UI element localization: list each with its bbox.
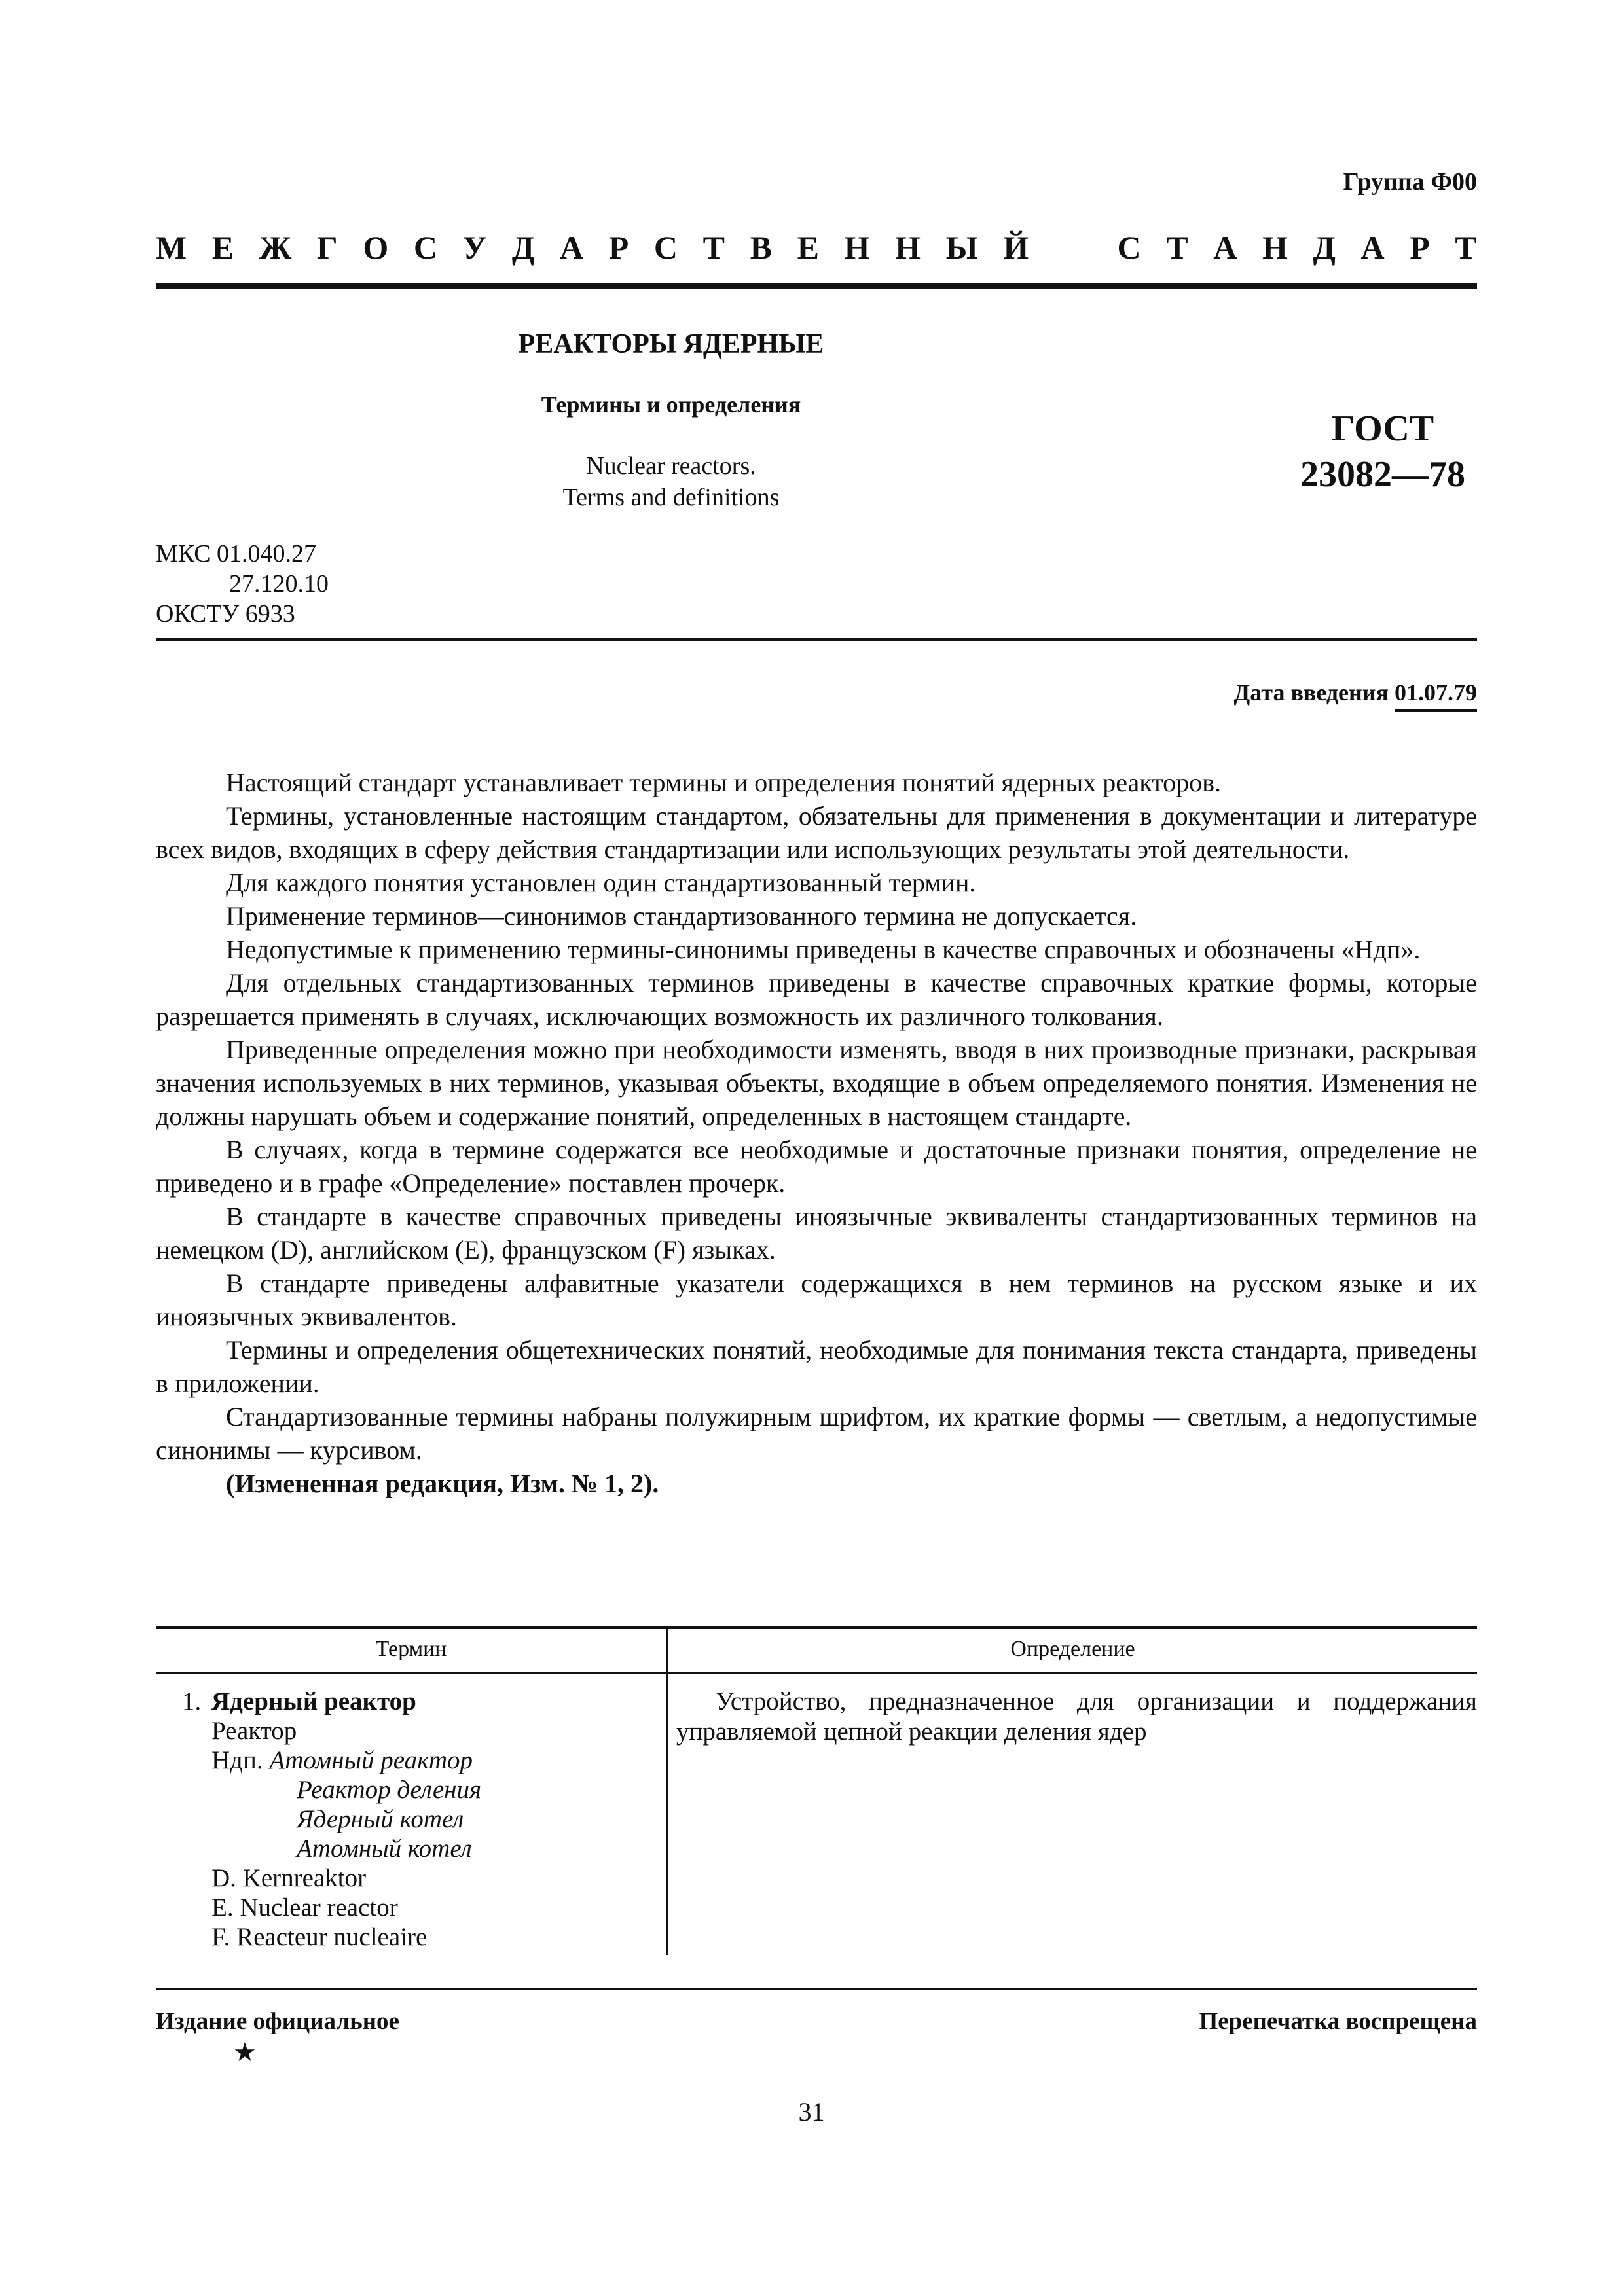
paragraph: Недопустимые к применению термины-синонимы приведены в качестве справочных и обозначены «Ндп». bbox=[226, 935, 1421, 964]
letter: Ж bbox=[259, 229, 292, 266]
official-edition: Издание официальное bbox=[156, 2008, 399, 2035]
german-equivalent: D. Kernreaktor bbox=[211, 1864, 367, 1892]
paragraph: В случаях, когда в термине содержатся все необходимые и достаточные признаки понятия, определение не приведено и в графе «Определение» поставлен прочерк. bbox=[156, 1135, 1477, 1198]
column-header-definition: Определение bbox=[1010, 1637, 1135, 1661]
letter: Е bbox=[797, 229, 819, 266]
letter: Г bbox=[316, 229, 338, 266]
header-rule bbox=[156, 283, 1477, 289]
gost-designation bbox=[1244, 406, 1522, 497]
okstu-code: ОКСТУ 6933 bbox=[156, 600, 295, 628]
french-equivalent: F. Reacteur nucleaire bbox=[211, 1923, 428, 1951]
letter: М bbox=[156, 229, 187, 266]
short-form: Реактор bbox=[211, 1717, 297, 1745]
paragraph: В стандарте приведены алфавитные указатели содержащихся в нем терминов на русском языке и их иноязычных эквивалентов. bbox=[156, 1268, 1477, 1331]
document-subtitle: Термины и определения bbox=[541, 391, 801, 418]
letter: А bbox=[1360, 229, 1385, 266]
page-number: 31 bbox=[798, 2097, 825, 2126]
classification-codes bbox=[156, 539, 329, 629]
letter: С bbox=[653, 229, 678, 266]
reprint-notice: Перепечатка воспрещена bbox=[1199, 2008, 1477, 2035]
letter: А bbox=[1213, 229, 1237, 266]
definition-text: Устройство, предназначенное для организации и поддержания управляемой цепной реакции деления ядер bbox=[676, 1687, 1477, 1746]
paragraph: Для отдельных стандартизованных терминов приведены в качестве справочных краткие формы, которые разрешается применять в случаях, исключающих возможность их различного толкования. bbox=[156, 968, 1477, 1031]
effective-date-value: 01.07.79 bbox=[1395, 679, 1477, 712]
letter: Д bbox=[511, 229, 535, 266]
letter: Т bbox=[1455, 229, 1477, 266]
term-number: 1. bbox=[182, 1687, 202, 1715]
interstate-standard-heading bbox=[156, 228, 1477, 267]
document-title: РЕАКТОРЫ ЯДЕРНЫЕ bbox=[518, 329, 824, 359]
codes-rule bbox=[156, 638, 1477, 641]
forbidden-synonym: Реактор деления bbox=[297, 1776, 482, 1804]
ndp-line bbox=[182, 1746, 481, 1775]
table-top-border bbox=[156, 1626, 1477, 1629]
letter: Д bbox=[1313, 229, 1336, 266]
letter: Р bbox=[608, 229, 629, 266]
paragraph: Термины и определения общетехнических понятий, необходимые для понимания текста стандарта, приведены в приложении. bbox=[156, 1335, 1477, 1398]
letter: У bbox=[462, 229, 487, 266]
paragraph: В стандарте в качестве справочных приведены иноязычные эквиваленты стандартизованных терминов на немецком (D), английском (E), французском (F) языках. bbox=[156, 1202, 1477, 1265]
forbidden-synonym: Атомный реактор bbox=[269, 1746, 473, 1774]
forbidden-synonym: Ядерный котел bbox=[297, 1805, 464, 1833]
column-header-term: Термин bbox=[375, 1637, 447, 1661]
term-cell bbox=[182, 1687, 481, 1952]
letter: С bbox=[413, 229, 437, 266]
definition-cell bbox=[676, 1687, 1477, 1747]
introduction-text bbox=[156, 766, 1477, 1500]
letter: Й bbox=[1003, 229, 1029, 266]
gost-label: ГОСТ bbox=[1331, 408, 1434, 449]
letter: А bbox=[559, 229, 584, 266]
mks-code-2: 27.120.10 bbox=[229, 570, 329, 598]
amendment-note: (Измененная редакция, Изм. № 1, 2). bbox=[226, 1469, 659, 1498]
letter: Т bbox=[1166, 229, 1188, 266]
letter: В bbox=[750, 229, 772, 266]
forbidden-synonym: Атомный котел bbox=[297, 1835, 472, 1863]
letter: Р bbox=[1410, 229, 1430, 266]
letter: Т bbox=[702, 229, 725, 266]
paragraph: Настоящий стандарт устанавливает термины и определения понятий ядерных реакторов. bbox=[226, 768, 1221, 797]
letter: О bbox=[363, 229, 389, 266]
mks-code: МКС 01.040.27 bbox=[156, 540, 317, 567]
footer-rule bbox=[156, 1988, 1477, 1990]
letter: Н bbox=[895, 229, 921, 266]
effective-date-label: Дата введения bbox=[1233, 679, 1395, 706]
letter: С bbox=[1117, 229, 1141, 266]
term-line bbox=[182, 1687, 481, 1716]
table-header-rule bbox=[156, 1672, 1477, 1674]
paragraph: Приведенные определения можно при необходимости изменять, вводя в них производные признаки, раскрывая значения используемых в них терминов, указывая объекты, входящие в объем определяемого понятия. Изменения не должны нарушать объем и содержание понятий, определенных в настоящем стандарте. bbox=[156, 1035, 1477, 1131]
paragraph: Применение терминов—синонимов стандартизованного термина не допускается. bbox=[226, 901, 1137, 931]
letter: Н bbox=[1262, 229, 1288, 266]
letter: Ы bbox=[945, 229, 978, 266]
english-title: Nuclear reactors. Terms and definitions bbox=[562, 452, 780, 511]
english-equivalent: E. Nuclear reactor bbox=[211, 1893, 398, 1922]
paragraph: Для каждого понятия установлен один стандартизованный термин. bbox=[226, 868, 976, 897]
table-column-divider bbox=[666, 1626, 668, 1955]
group-code: Группа Ф00 bbox=[1343, 168, 1477, 196]
letter: Н bbox=[844, 229, 870, 266]
effective-date bbox=[1234, 679, 1478, 706]
terms-table bbox=[156, 1626, 1477, 1955]
gost-number: 23082—78 bbox=[1300, 454, 1465, 495]
paragraph: Стандартизованные термины набраны полужирным шрифтом, их краткие формы — светлым, а недопустимые синонимы — курсивом. bbox=[156, 1402, 1477, 1465]
star-icon: ★ bbox=[233, 2037, 257, 2067]
paragraph: Термины, установленные настоящим стандартом, обязательны для применения в документации и литературе всех видов, входящих в сферу действия стандартизации или использующих результаты этой деятельности. bbox=[156, 801, 1477, 864]
standard-term: Ядерный реактор bbox=[211, 1687, 416, 1715]
letter: Е bbox=[211, 229, 234, 266]
ndp-label: Ндп. bbox=[211, 1746, 263, 1774]
